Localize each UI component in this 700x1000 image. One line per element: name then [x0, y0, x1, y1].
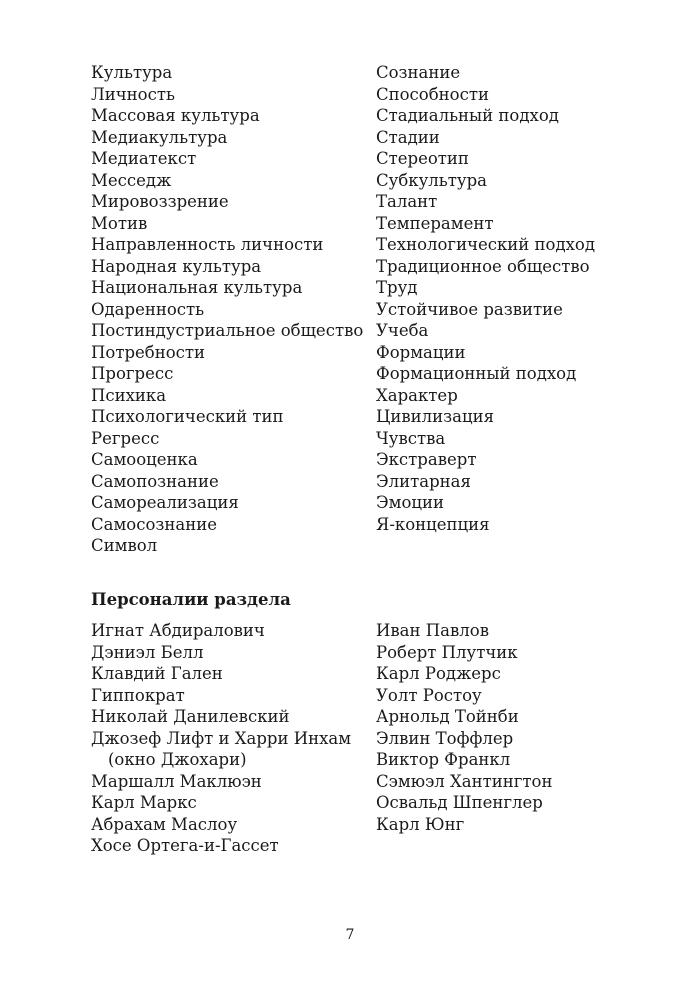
term-item: Традиционное общество: [376, 256, 590, 276]
person-item: Арнольд Тойнби: [376, 707, 519, 726]
terms-list-left: [91, 62, 363, 557]
term-item: Стадиальный подход: [376, 106, 559, 125]
term-item: Сознание: [376, 63, 461, 82]
term-item: Темперамент: [376, 213, 494, 233]
person-item: Карл Юнг: [376, 814, 465, 834]
person-item: Виктор Франкл: [376, 750, 511, 769]
person-item: Карл Маркс: [91, 793, 197, 812]
person-item: Хосе Ортега-и-Гассет: [91, 836, 279, 855]
term-item: Я-концепция: [376, 514, 490, 534]
personalities-list-left: [91, 620, 351, 857]
term-item: Характер: [376, 385, 458, 405]
page-number: 7: [345, 927, 355, 943]
term-item: Труд: [376, 278, 418, 297]
term-item: Цивилизация: [376, 407, 495, 426]
term-item: Субкультура: [376, 170, 487, 190]
term-item: Народная культура: [91, 256, 262, 276]
term-item: Потребности: [91, 342, 206, 362]
term-item: Элитарная: [376, 471, 471, 491]
term-item: Психика: [91, 385, 167, 405]
term-item: Формационный подход: [376, 364, 577, 383]
term-item: Стереотип: [376, 149, 469, 168]
person-item: Иван Павлов: [376, 621, 489, 640]
term-item: Технологический подход: [376, 235, 596, 254]
person-item: Николай Данилевский: [91, 707, 290, 726]
term-item: Символ: [91, 536, 158, 555]
term-item: Психологический тип: [91, 407, 284, 426]
section-heading: Персоналии раздела: [91, 590, 291, 609]
term-item: Мотив: [91, 213, 148, 233]
term-item: Экстраверт: [376, 450, 477, 469]
person-item: Сэмюэл Хантингтон: [376, 771, 553, 791]
person-item: Элвин Тоффлер: [376, 728, 514, 748]
term-item: Учеба: [376, 321, 429, 340]
term-item: Чувства: [376, 428, 446, 448]
terms-list-right: [376, 62, 595, 535]
term-item: Месседж: [91, 170, 172, 190]
person-item: Освальд Шпенглер: [376, 793, 543, 812]
term-item: Постиндустриальное общество: [91, 321, 364, 340]
term-item: Самопознание: [91, 471, 219, 491]
term-item: Эмоции: [376, 493, 444, 512]
term-item: Способности: [376, 84, 489, 104]
person-item: Маршалл Маклюэн: [91, 771, 262, 791]
person-item: Гиппократ: [91, 685, 185, 705]
person-item: Джозеф Лифт и Харри Инхам: [91, 728, 352, 748]
term-item: Одаренность: [91, 299, 205, 319]
person-item: Роберт Плутчик: [376, 642, 518, 662]
person-item: Клавдий Гален: [91, 664, 223, 683]
term-item: Медиатекст: [91, 149, 197, 168]
term-item: Медиакультура: [91, 127, 228, 147]
term-item: Направленность личности: [91, 235, 324, 254]
person-item: Игнат Абдиралович: [91, 621, 265, 640]
term-item: Прогресс: [91, 364, 174, 383]
person-item: Абрахам Маслоу: [91, 814, 238, 834]
person-item: Уолт Ростоу: [376, 685, 482, 705]
person-item: (окно Джохари): [108, 750, 247, 769]
person-item: Дэниэл Белл: [91, 642, 204, 662]
term-item: Самореализация: [91, 493, 239, 512]
term-item: Формации: [376, 342, 466, 362]
term-item: Национальная культура: [91, 278, 303, 297]
term-item: Мировоззрение: [91, 192, 229, 211]
term-item: Массовая культура: [91, 106, 260, 125]
term-item: Регресс: [91, 428, 160, 448]
term-item: Самосознание: [91, 514, 217, 534]
term-item: Устойчивое развитие: [376, 299, 563, 319]
person-item: Карл Роджерс: [376, 664, 501, 683]
personalities-list-right: [376, 620, 552, 835]
term-item: Стадии: [376, 127, 440, 147]
term-item: Культура: [91, 63, 173, 82]
term-item: Личность: [91, 84, 175, 104]
term-item: Самооценка: [91, 450, 198, 469]
term-item: Талант: [376, 192, 438, 211]
